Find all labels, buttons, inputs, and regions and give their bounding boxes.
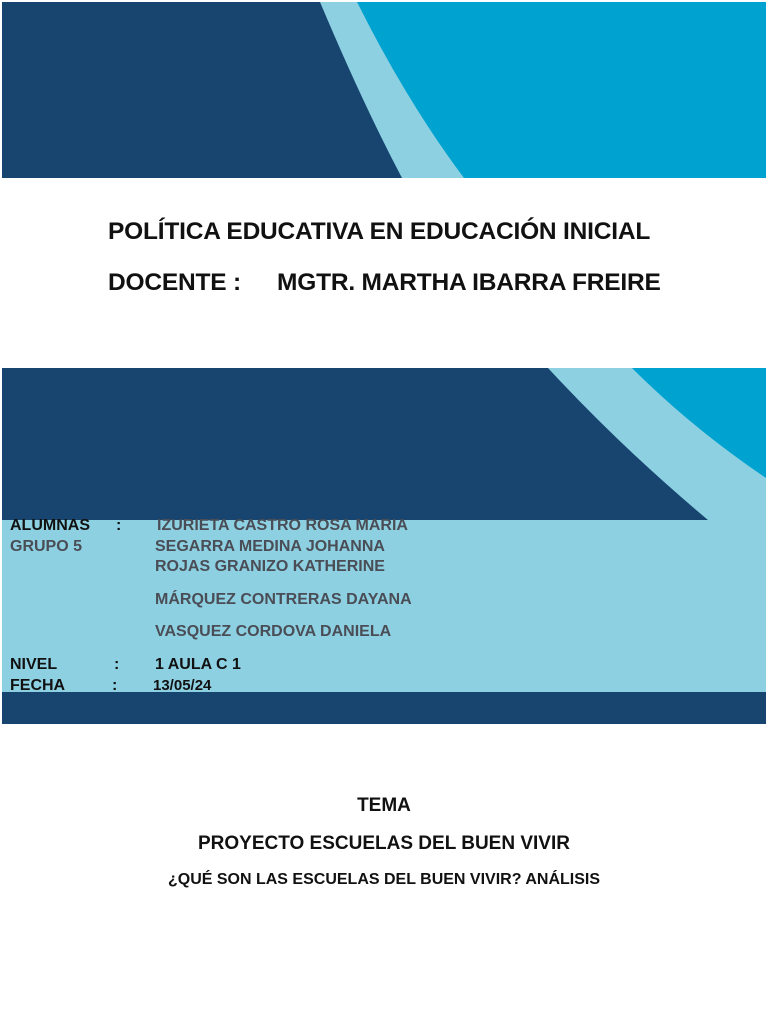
student-name: VASQUEZ CORDOVA DANIELA [155, 623, 392, 640]
alumnas-colon: : [116, 517, 122, 534]
student-name: IZURIETA CASTRO ROSA MARIA [157, 517, 408, 534]
student-name: MÁRQUEZ CONTRERAS DAYANA [155, 591, 412, 608]
info-banner-bottom-bar [2, 692, 766, 724]
student-name: ROJAS GRANIZO KATHERINE [155, 558, 385, 575]
page-title: POLÍTICA EDUCATIVA EN EDUCACIÓN INICIAL [108, 218, 651, 245]
top-banner-graphic [2, 2, 766, 178]
grupo-label: GRUPO 5 [10, 538, 83, 555]
fecha-label: FECHA [10, 677, 66, 694]
nivel-value: 1 AULA C 1 [155, 656, 241, 673]
nivel-colon: : [114, 656, 120, 673]
docente-name: MGTR. MARTHA IBARRA FREIRE [277, 269, 661, 296]
top-banner [2, 2, 766, 178]
nivel-label: NIVEL [10, 656, 58, 673]
alumnas-label: ALUMNAS [10, 517, 90, 534]
tema-label: TEMA [357, 795, 411, 816]
student-name: SEGARRA MEDINA JOHANNA [155, 538, 385, 555]
tema-title: PROYECTO ESCUELAS DEL BUEN VIVIR [198, 833, 570, 854]
tema-question: ¿QUÉ SON LAS ESCUELAS DEL BUEN VIVIR? ANÁLISIS [167, 871, 601, 888]
docente-label: DOCENTE : [108, 269, 241, 296]
fecha-value: 13/05/24 [153, 677, 212, 694]
fecha-colon: : [112, 677, 118, 694]
